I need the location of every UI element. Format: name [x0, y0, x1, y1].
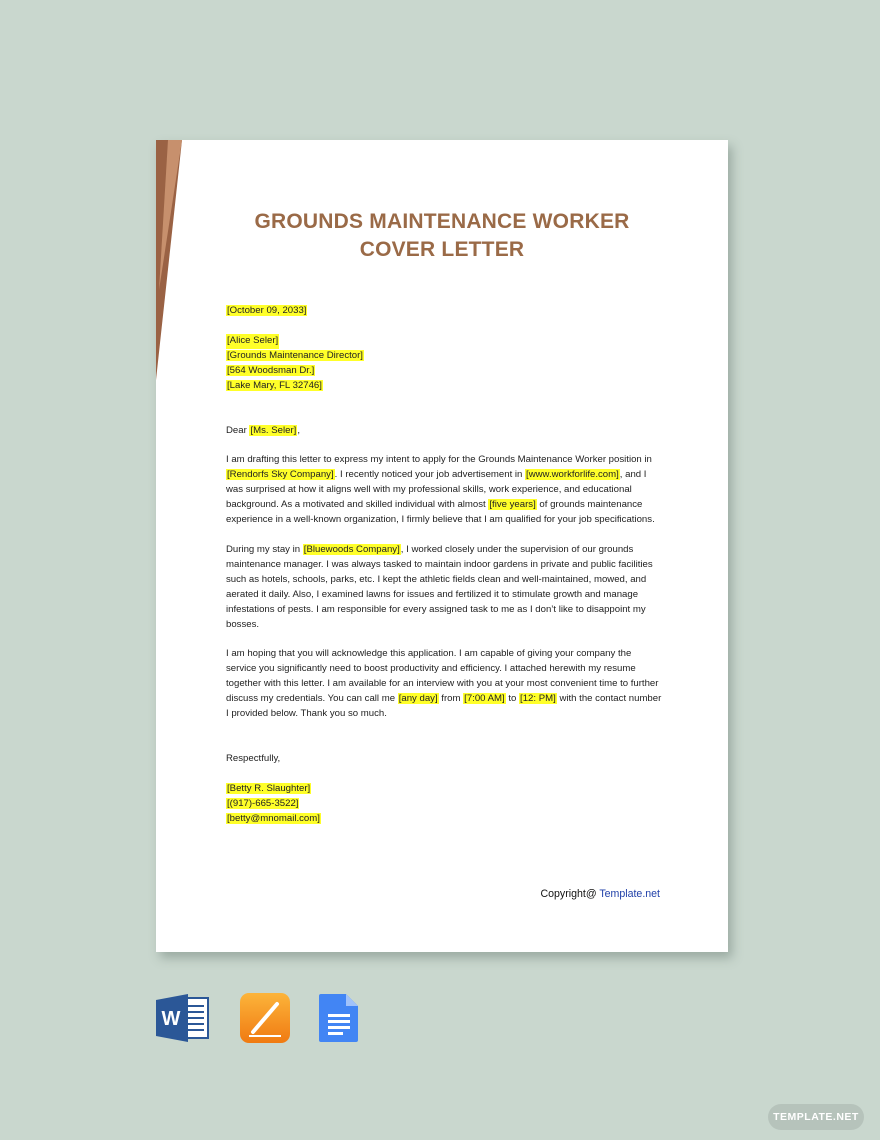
copyright-prefix: Copyright@ — [540, 888, 600, 900]
template-net-watermark: TEMPLATE.NET — [768, 1104, 864, 1130]
signature-name: [Betty R. Slaughter] — [227, 782, 311, 794]
p3-end-time: [12: PM] — [520, 693, 556, 705]
recipient-address-1: [564 Woodsman Dr.] — [227, 364, 315, 376]
word-icon[interactable] — [156, 992, 210, 1044]
copyright-link[interactable]: Template.net — [599, 888, 660, 900]
recipient-title: [Grounds Maintenance Director] — [227, 349, 363, 361]
google-docs-icon[interactable] — [318, 992, 360, 1044]
p3-text-4: with the contact number I provided below. Thank you so much. — [226, 693, 662, 720]
p1-company: [Rendorfs Sky Company] — [227, 469, 334, 481]
recipient-block — [226, 334, 662, 394]
p2-company: [Bluewoods Company] — [303, 543, 400, 555]
signature-email: [betty@mnomail.com] — [227, 812, 320, 824]
recipient-name: [Alice Seler] — [226, 334, 279, 349]
p2-text-2: , I worked closely under the supervision of our grounds maintenance manager. I was always tasked to maintain indoor gardens in private and public facilities such as hotels, schools, parks, etc. I kept the athletic fields clean and well-maintained, mowed, and aerated it daily. Also, I examined lawns for issues and fertilized it to stimulate growth and manage infestations of pests. I am responsible for every assigned task to me as I don’t like to disappoint my bosses. — [226, 543, 653, 630]
date-field: [October 09, 2033] — [227, 305, 307, 316]
p1-text-3: , and I was surprised at how it aligns well with my professional skills, work experience, and educational background. As a motivated and skilled individual with almost — [226, 469, 647, 511]
salutation-suffix: , — [297, 424, 300, 436]
p1-text-2: . I recently noticed your job advertisement in — [334, 469, 526, 481]
signature-block — [226, 782, 662, 827]
p1-years: [five years] — [489, 499, 536, 511]
p1-text-1: I am drafting this letter to express my intent to apply for the Grounds Maintenance Worker position in — [226, 454, 652, 466]
signature-phone: [(917)-665-3522] — [227, 797, 299, 809]
p1-website: [www.workforlife.com] — [526, 469, 619, 481]
salutation-prefix: Dear — [226, 424, 250, 436]
title-line-1: GROUNDS MAINTENANCE WORKER — [254, 210, 630, 233]
p3-start-time: [7:00 AM] — [464, 693, 505, 705]
copyright-line — [540, 888, 660, 900]
salutation — [226, 424, 662, 439]
p3-text-2: from — [438, 693, 464, 705]
letter-body — [226, 304, 662, 827]
paragraph-1 — [226, 453, 662, 528]
recipient-address-2: [Lake Mary, FL 32746] — [227, 379, 322, 391]
pages-icon[interactable] — [239, 992, 291, 1044]
p3-text-3: to — [505, 693, 520, 705]
letter-title — [156, 208, 728, 264]
title-line-2: COVER LETTER — [359, 238, 525, 261]
letter-page — [156, 140, 728, 952]
svg-text:W: W — [161, 1008, 181, 1030]
p3-text-1: I am hoping that you will acknowledge this application. I am capable of giving your company the service you significantly need to boost productivity and efficiency. I attached herewith my resume together with this letter. I am available for an interview with you at your most convenient time to further discuss my credentials. You can call me — [226, 648, 659, 705]
salutation-name: [Ms. Seler] — [250, 424, 297, 436]
p2-text-1: During my stay in — [226, 543, 303, 555]
p3-day: [any day] — [398, 693, 438, 705]
closing: Respectfully, — [226, 752, 281, 764]
paragraph-2 — [226, 543, 662, 632]
paragraph-3 — [226, 647, 662, 722]
p1-text-4: of grounds maintenance experience in a well-known organization, I firmly believe that I am qualified for your job specifications. — [226, 499, 655, 526]
